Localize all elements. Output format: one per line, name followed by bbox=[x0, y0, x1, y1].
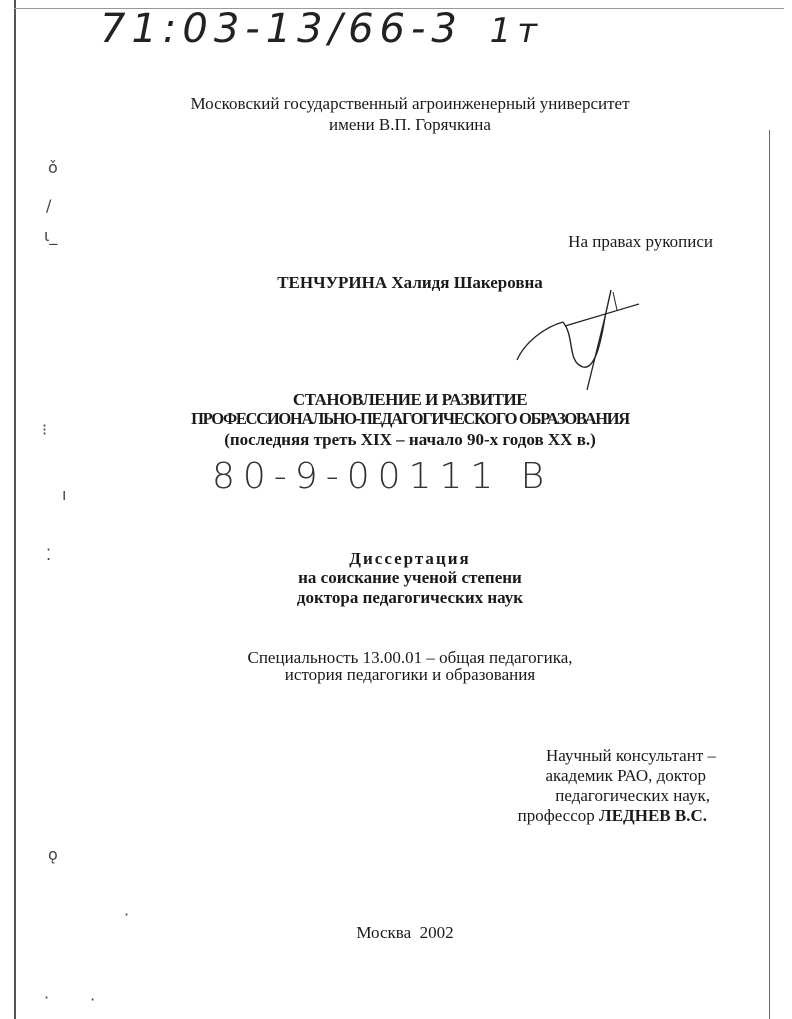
advisor-line3: педагогических наук, bbox=[555, 786, 710, 805]
scan-mark: · bbox=[124, 905, 130, 924]
handwritten-stamp-number: 80-9-00111 В bbox=[212, 456, 553, 497]
signature-icon bbox=[505, 282, 645, 392]
scan-mark: ǫ bbox=[48, 845, 58, 864]
left-border-line bbox=[14, 0, 16, 1019]
title-line1: СТАНОВЛЕНИЕ И РАЗВИТИЕ bbox=[292, 390, 528, 409]
scan-mark: · bbox=[90, 990, 96, 1009]
specialty-line2: история педагогики и образования bbox=[284, 665, 536, 684]
advisor-line2: академик РАО, доктор bbox=[545, 766, 706, 785]
right-border-line bbox=[769, 130, 770, 1019]
specialty-line1: Специальность 13.00.01 – общая педагогика, bbox=[247, 648, 573, 667]
dissertation-line3: доктора педагогических наук bbox=[296, 588, 524, 607]
title-line3: (последняя треть XIX – начало 90-х годов XX в.) bbox=[224, 430, 596, 449]
city-year: Москва 2002 bbox=[356, 923, 454, 942]
advisor-title: профессор bbox=[517, 806, 600, 825]
dissertation-heading: Диссертация bbox=[349, 549, 471, 568]
scan-mark: ⁚ bbox=[46, 545, 52, 564]
scan-mark: ⁝ bbox=[42, 420, 48, 439]
university-line1: Московский государственный агроинженерный университет bbox=[190, 94, 630, 113]
university-line2: имени В.П. Горячкина bbox=[329, 115, 491, 134]
scan-mark: ı bbox=[62, 485, 67, 504]
title-line2: ПРОФЕССИОНАЛЬНО-ПЕДАГОГИЧЕСКОГО ОБРАЗОВАНИЯ bbox=[191, 409, 629, 428]
scan-mark: / bbox=[46, 196, 52, 215]
author-name: ТЕНЧУРИНА Халидя Шакеровна bbox=[277, 273, 543, 292]
advisor-line4 bbox=[420, 805, 707, 827]
advisor-name: ЛЕДНЕВ В.С. bbox=[599, 806, 707, 825]
archive-code-number: 71:03-13/66-3 bbox=[100, 6, 463, 52]
scan-mark: ι_ bbox=[44, 226, 58, 245]
dissertation-line2: на соискание ученой степени bbox=[298, 568, 522, 587]
scan-mark: ǒ bbox=[48, 158, 58, 177]
archive-code-suffix: 1т bbox=[489, 11, 544, 51]
scan-mark: · bbox=[44, 988, 50, 1007]
advisor-line1: Научный консультант – bbox=[546, 746, 716, 765]
archive-code bbox=[100, 6, 543, 54]
manuscript-rights: На правах рукописи bbox=[568, 232, 713, 251]
